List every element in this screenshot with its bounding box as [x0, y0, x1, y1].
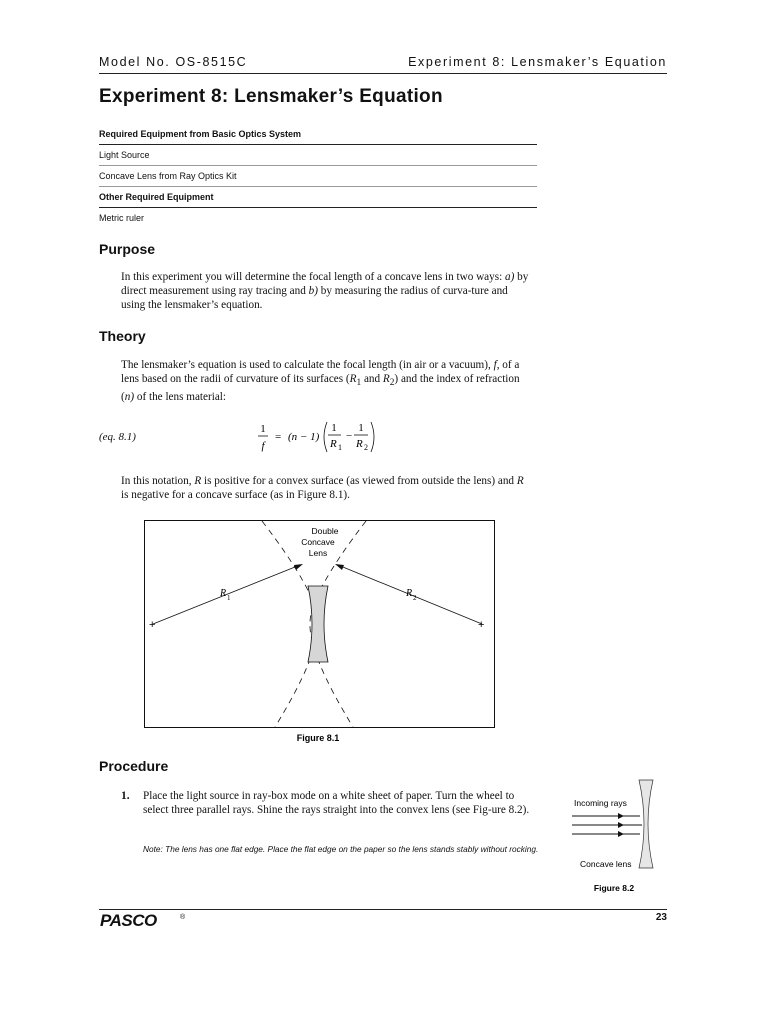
procedure-heading: Procedure: [99, 758, 169, 774]
lens-label-line1: Double: [311, 526, 339, 536]
theory-paragraph: The lensmaker’s equation is used to calculate the focal length (in air or a vacuum), f, of a lens based on the radii of curvature of its surfaces ($R_1$ and $R_2$) and the index of refraction (n) of the lens material:: [121, 359, 520, 404]
r2-label: R: [406, 588, 413, 599]
pasco-logo: [99, 911, 199, 929]
eq-r1-sub: 1: [338, 443, 342, 452]
r2-label-sub: 2: [413, 594, 417, 602]
header-model-number: Model No. OS-8515C: [99, 55, 248, 69]
eq-r2: R: [356, 438, 363, 450]
eq-minus: −: [346, 430, 353, 442]
header-divider: [99, 73, 667, 74]
step-text: Place the light source in ray-box mode on a white sheet of paper. Turn the wheel to select three parallel rays. Shine the rays straight into the convex lens (see Fig-ure 8.2).: [143, 790, 530, 816]
eq-f: f: [261, 440, 265, 452]
theory-heading: Theory: [99, 328, 146, 344]
lensmaker-equation: [255, 418, 395, 458]
r1-label: R: [220, 588, 227, 599]
r1-label-sub: 1: [227, 594, 231, 602]
step-note: Note: The lens has one flat edge. Place the flat edge on the paper so the lens stands stably without rocking.: [143, 844, 539, 854]
lens-label-line3: Lens: [308, 548, 328, 558]
equipment-item: Light Source: [99, 145, 537, 166]
eq-one-a: 1: [331, 422, 337, 434]
eq-numerator: 1: [260, 423, 266, 435]
purpose-heading: Purpose: [99, 241, 156, 257]
concave-lens-label: Concave lens: [580, 859, 632, 869]
pasco-logo-text: PASCO: [100, 911, 157, 929]
incoming-rays-label: Incoming rays: [574, 798, 627, 808]
eq-equals: =: [275, 431, 282, 443]
step-number: 1.: [121, 790, 130, 802]
notation-paragraph: In this notation, R is positive for a convex surface (as viewed from outside the lens) and R is negative for a concave surface (as in Figure 8.1).: [121, 475, 524, 501]
page-title: Experiment 8: Lensmaker’s Equation: [99, 86, 443, 107]
equation-label: (eq. 8.1): [99, 431, 136, 443]
equipment-item: Metric ruler: [99, 213, 145, 223]
eq-r2-sub: 2: [364, 443, 368, 452]
figure-8-2-caption: Figure 8.2: [593, 883, 635, 893]
footer-divider: [99, 909, 667, 910]
purpose-paragraph: In this experiment you will determine the focal length of a concave lens in two ways: a) by direct measurement using ray tracing and b) by measuring the radius of curva-ture and using the lensmaker’s equation.: [121, 271, 529, 311]
concave-lens-shape: [639, 780, 653, 868]
header-experiment-title: Experiment 8: Lensmaker’s Equation: [408, 55, 667, 69]
lens-label-line2: Concave: [301, 537, 335, 547]
page-number: 23: [655, 912, 667, 923]
eq-r1: R: [330, 438, 337, 450]
figure-8-1-caption: Figure 8.1: [296, 733, 340, 743]
eq-n-minus-one: (n − 1): [288, 431, 320, 443]
eq-one-b: 1: [358, 422, 364, 434]
registered-mark: ®: [180, 914, 186, 921]
required-equipment-heading: Required Equipment from Basic Optics System: [99, 124, 537, 145]
r2-center-plus: +: [478, 619, 485, 631]
figure-8-1: [144, 520, 496, 744]
equipment-item: Concave Lens from Ray Optics Kit: [99, 166, 537, 187]
other-equipment-heading: Other Required Equipment: [99, 187, 537, 208]
equipment-table: [99, 124, 537, 228]
r1-center-plus: +: [149, 619, 156, 631]
figure-8-2: [570, 776, 670, 896]
